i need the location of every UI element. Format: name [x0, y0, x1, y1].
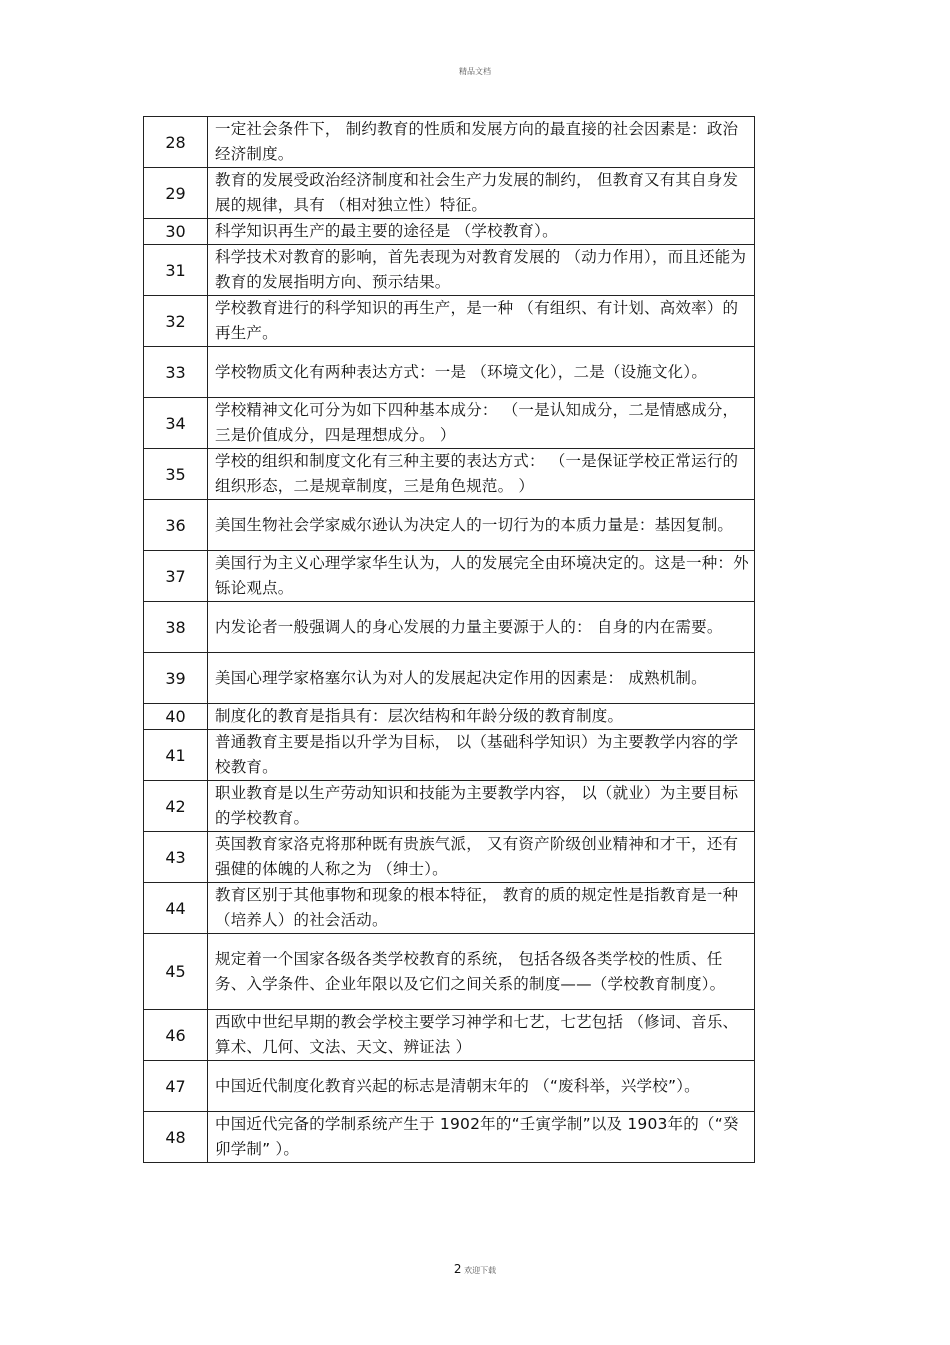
question-number: 28 [144, 117, 208, 168]
question-number: 43 [144, 832, 208, 883]
question-text: 科学知识再生产的最主要的途径是 （学校教育）。 [208, 219, 755, 245]
header-watermark: 精品文档 [459, 67, 491, 76]
table-row [144, 781, 755, 832]
question-number: 33 [144, 347, 208, 398]
table-row [144, 117, 755, 168]
table-row [144, 730, 755, 781]
table-row [144, 551, 755, 602]
table-row [144, 653, 755, 704]
table-row [144, 500, 755, 551]
table-row [144, 1061, 755, 1112]
table-row [144, 934, 755, 1010]
question-text: 中国近代制度化教育兴起的标志是清朝末年的 （“废科举，兴学校”）。 [208, 1061, 755, 1112]
table-row [144, 1010, 755, 1061]
question-text: 规定着一个国家各级各类学校教育的系统， 包括各级各类学校的性质、任务、入学条件、企业年限以及它们之间关系的制度——（学校教育制度）。 [208, 934, 755, 1010]
question-text: 教育区别于其他事物和现象的根本特征， 教育的质的规定性是指教育是一种（培养人）的社会活动。 [208, 883, 755, 934]
question-text: 内发论者一般强调人的身心发展的力量主要源于人的： 自身的内在需要。 [208, 602, 755, 653]
table-row [144, 347, 755, 398]
question-text: 学校物质文化有两种表达方式：一是 （环境文化），二是（设施文化）。 [208, 347, 755, 398]
question-text: 西欧中世纪早期的教会学校主要学习神学和七艺，七艺包括 （修词、音乐、算术、几何、文法、天文、辨证法 ） [208, 1010, 755, 1061]
table-row [144, 1112, 755, 1163]
page-footer [0, 1262, 950, 1276]
table-row [144, 168, 755, 219]
question-text: 学校教育进行的科学知识的再生产，是一种 （有组织、有计划、高效率）的再生产。 [208, 296, 755, 347]
question-number: 40 [144, 704, 208, 730]
question-text: 美国心理学家格塞尔认为对人的发展起决定作用的因素是： 成熟机制。 [208, 653, 755, 704]
table-row [144, 398, 755, 449]
question-number: 47 [144, 1061, 208, 1112]
question-text: 科学技术对教育的影响，首先表现为对教育发展的 （动力作用），而且还能为教育的发展指明方向、预示结果。 [208, 245, 755, 296]
question-table [143, 116, 755, 1163]
question-number: 34 [144, 398, 208, 449]
question-number: 35 [144, 449, 208, 500]
question-number: 39 [144, 653, 208, 704]
question-number: 32 [144, 296, 208, 347]
question-text: 学校的组织和制度文化有三种主要的表达方式： （一是保证学校正常运行的组织形态，二是规章制度，三是角色规范。 ） [208, 449, 755, 500]
question-number: 29 [144, 168, 208, 219]
question-text: 普通教育主要是指以升学为目标， 以（基础科学知识）为主要教学内容的学校教育。 [208, 730, 755, 781]
question-number: 44 [144, 883, 208, 934]
question-number: 41 [144, 730, 208, 781]
question-text: 英国教育家洛克将那种既有贵族气派， 又有资产阶级创业精神和才干，还有强健的体魄的人称之为 （绅士）。 [208, 832, 755, 883]
question-text: 美国生物社会学家威尔逊认为决定人的一切行为的本质力量是：基因复制。 [208, 500, 755, 551]
table-row [144, 296, 755, 347]
question-number: 42 [144, 781, 208, 832]
question-number: 30 [144, 219, 208, 245]
table-row [144, 219, 755, 245]
question-number: 46 [144, 1010, 208, 1061]
question-text: 学校精神文化可分为如下四种基本成分： （一是认知成分，二是情感成分，三是价值成分，四是理想成分。 ） [208, 398, 755, 449]
footer-watermark: 欢迎下载 [464, 1266, 497, 1275]
question-text: 美国行为主义心理学家华生认为，人的发展完全由环境决定的。这是一种：外铄论观点。 [208, 551, 755, 602]
table-row [144, 704, 755, 730]
table-row [144, 245, 755, 296]
question-number: 48 [144, 1112, 208, 1163]
question-number: 38 [144, 602, 208, 653]
question-number: 37 [144, 551, 208, 602]
question-text: 职业教育是以生产劳动知识和技能为主要教学内容， 以（就业）为主要目标的学校教育。 [208, 781, 755, 832]
table-row [144, 832, 755, 883]
question-number: 36 [144, 500, 208, 551]
question-number: 45 [144, 934, 208, 1010]
question-text: 制度化的教育是指具有：层次结构和年龄分级的教育制度。 [208, 704, 755, 730]
question-text: 中国近代完备的学制系统产生于 1902年的“壬寅学制”以及 1903年的（“癸卯学制” ）。 [208, 1112, 755, 1163]
table-row [144, 602, 755, 653]
page-number: 2 [453, 1262, 462, 1276]
question-text: 教育的发展受政治经济制度和社会生产力发展的制约， 但教育又有其自身发展的规律，具有 （相对独立性）特征。 [208, 168, 755, 219]
table-row [144, 883, 755, 934]
question-text: 一定社会条件下， 制约教育的性质和发展方向的最直接的社会因素是：政治经济制度。 [208, 117, 755, 168]
question-number: 31 [144, 245, 208, 296]
table-row [144, 449, 755, 500]
